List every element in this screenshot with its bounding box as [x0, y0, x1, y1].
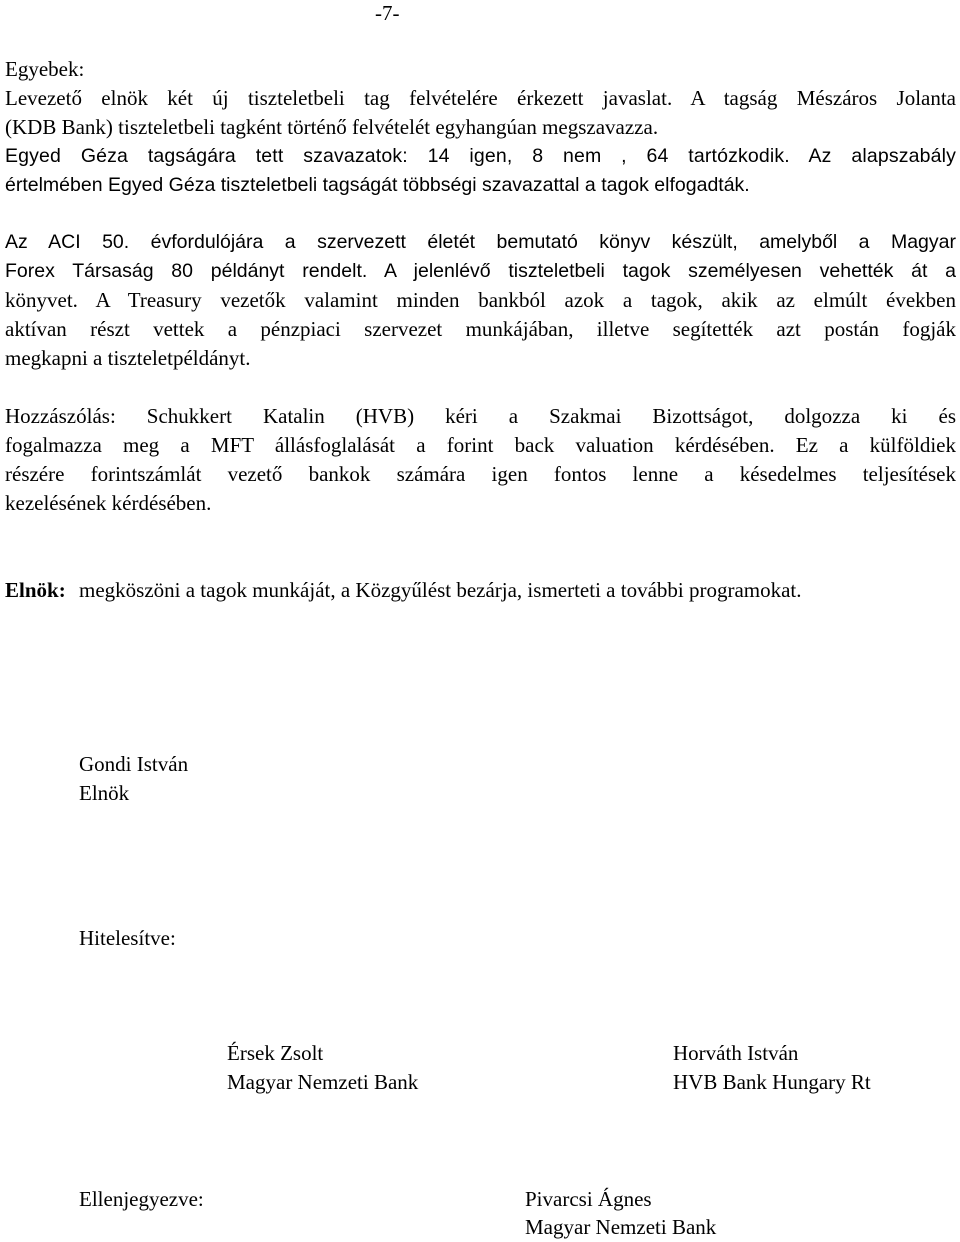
- signatory-1-name: Érsek Zsolt: [227, 1041, 324, 1065]
- egyebek-line-2: (KDB Bank) tiszteletbeli tagként történő felvételét egyhangúan megszavazza.: [5, 115, 659, 139]
- elnok-closing: [5, 576, 956, 605]
- egyebek-line-1: Levezető elnök két új tiszteletbeli tag felvételére érkezett javaslat. A tagság Mészáros Jolanta: [5, 86, 956, 110]
- egyebek-line-4: értelmében Egyed Géza tiszteletbeli tagságát többségi szavazattal a tagok elfogadták.: [5, 174, 750, 196]
- countersignatory-org: Magyar Nemzeti Bank: [525, 1215, 717, 1239]
- aci-line-3: könyvet. A Treasury vezetők valamint minden bankból azok a tagok, akik az elmúlt években: [5, 288, 956, 312]
- signatory-2-name: Horváth István: [673, 1041, 799, 1065]
- hitelesitve-label: Hitelesítve:: [79, 926, 176, 950]
- elnok-label: Elnök:: [5, 578, 66, 602]
- hozzaszolas-line-2: fogalmazza meg a MFT állásfoglalását a forint back valuation kérdésében. Ez a külföldiek: [5, 433, 956, 457]
- hozzaszolas-line-1: Hozzászólás: Schukkert Katalin (HVB) kéri a Szakmai Bizottságot, dolgozza ki és: [5, 404, 956, 428]
- aci-line-2: Forex Társaság 80 példányt rendelt. A jelenlévő tiszteletbeli tagok személyesen vehették át a: [5, 260, 956, 282]
- aci-line-5: megkapni a tiszteletpéldányt.: [5, 346, 251, 370]
- countersignatory-name: Pivarcsi Ágnes: [525, 1187, 652, 1211]
- section-heading-egyebek: Egyebek:: [5, 57, 85, 81]
- ellenjegyezve-label: Ellenjegyezve:: [79, 1187, 204, 1211]
- signatory-1-org: Magyar Nemzeti Bank: [227, 1070, 419, 1094]
- page-number: -7-: [375, 1, 400, 25]
- chair-title: Elnök: [79, 781, 130, 805]
- chair-name: Gondi István: [79, 752, 189, 776]
- hozzaszolas-line-3: részére forintszámlát vezető bankok számára igen fontos lenne a késedelmes teljesítések: [5, 462, 956, 486]
- hozzaszolas-line-4: kezelésének kérdésében.: [5, 491, 212, 515]
- elnok-closing-text: megköszöni a tagok munkáját, a Közgyűlést bezárja, ismerteti a további programokat.: [79, 578, 802, 602]
- egyebek-line-3: Egyed Géza tagságára tett szavazatok: 14 igen, 8 nem , 64 tartózkodik. Az alapszabály: [5, 145, 956, 167]
- aci-line-4: aktívan részt vettek a pénzpiaci szervezet munkájában, illetve segítették azt postán fogják: [5, 317, 956, 341]
- signatory-2-org: HVB Bank Hungary Rt: [673, 1070, 871, 1094]
- aci-line-1: Az ACI 50. évfordulójára a szervezett életét bemutató könyv készült, amelyből a Magyar: [5, 231, 956, 253]
